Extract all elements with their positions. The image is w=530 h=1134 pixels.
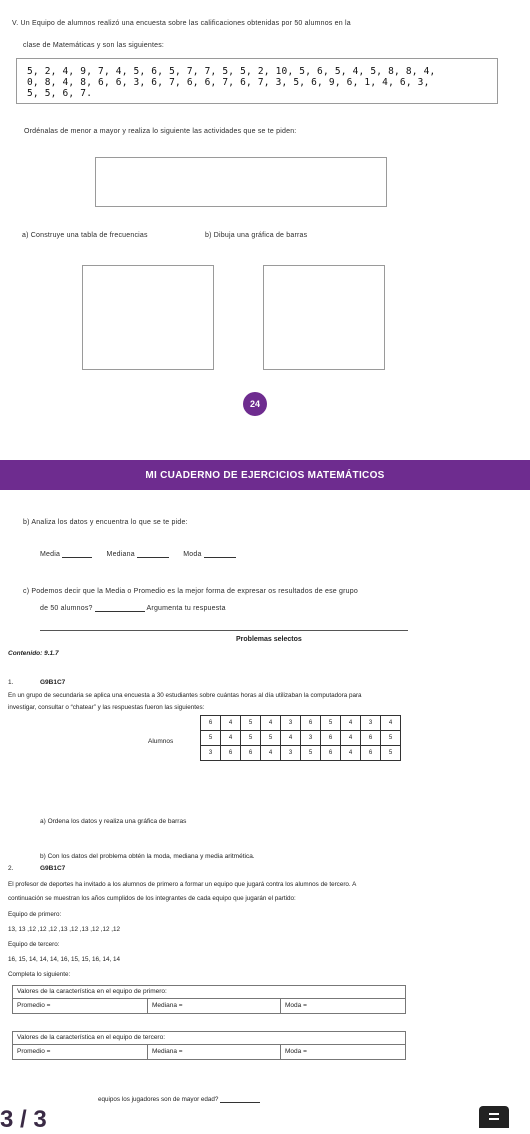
c-argument-text: Argumenta tu respuesta (146, 605, 226, 612)
media-blank[interactable] (62, 557, 92, 558)
question-v-line1: V. Un Equipo de alumnos realizó una encuesta sobre las calificaciones obtenidas por 50 alumnos en la (12, 20, 351, 27)
menu-icon-bar (489, 1118, 499, 1120)
table-cell: 6 (361, 731, 381, 746)
table-cell: 3 (361, 716, 381, 731)
grades-data-box (16, 58, 498, 104)
problem1-code: G9B1C7 (40, 679, 66, 686)
table-cell: 3 (301, 731, 321, 746)
table-cell: 6 (301, 716, 321, 731)
table-cell: 6 (241, 746, 261, 761)
argument-line[interactable] (40, 630, 408, 631)
page-banner (0, 460, 530, 490)
mediana-blank[interactable] (137, 557, 169, 558)
table-cell: 5 (241, 716, 261, 731)
table-cell: 6 (321, 731, 341, 746)
team1-promedio[interactable]: Promedio = (13, 999, 148, 1013)
team3-moda[interactable]: Moda = (285, 1048, 307, 1055)
table-cell: 4 (261, 746, 281, 761)
team3-promedio[interactable]: Promedio = (13, 1045, 148, 1059)
table-cell: 6 (221, 746, 241, 761)
table-cell: 4 (341, 746, 361, 761)
team1-values-box (12, 985, 406, 1014)
hours-table (200, 715, 401, 761)
problem2-code: G9B1C7 (40, 865, 66, 872)
problem2-number: 2. (8, 865, 14, 872)
table-cell: 3 (281, 746, 301, 761)
grades-line2: 0, 8, 4, 8, 6, 6, 3, 6, 7, 6, 6, 7, 6, 7, 3, 5, 6, 9, 6, 1, 4, 6, 3, (27, 77, 430, 88)
ordered-data-answer-box[interactable] (95, 157, 387, 207)
instruction-text: Ordénalas de menor a mayor y realiza lo siguiente las actividades que se te piden: (24, 128, 297, 135)
table-cell: 6 (361, 746, 381, 761)
frequency-table-answer-box[interactable] (82, 265, 214, 370)
table-row (201, 746, 401, 761)
c-question-text: de 50 alumnos? (40, 605, 93, 612)
final-question-text: equipos los jugadores son de mayor edad? (98, 1096, 219, 1103)
table-cell: 5 (201, 731, 221, 746)
menu-button[interactable] (479, 1106, 509, 1128)
team1-values-row (13, 999, 405, 1013)
team3-values-box (12, 1031, 406, 1060)
problems-header: Problemas selectos (236, 636, 302, 643)
team1-ages: 13, 13 ,12 ,12 ,12 ,13 ,12 ,13 ,12 ,12 ,12 (8, 926, 121, 933)
item-a-text: a) Construye una tabla de frecuencias (22, 232, 148, 239)
complete-label: Completa lo siguiente: (8, 971, 71, 978)
table-cell: 5 (381, 731, 401, 746)
table-row (201, 731, 401, 746)
table-cell: 4 (381, 716, 401, 731)
contenido-label: Contenido: 9.1.7 (8, 650, 59, 657)
team3-ages: 16, 15, 14, 14, 14, 16, 15, 15, 16, 14, 14 (8, 956, 121, 963)
media-field (40, 551, 236, 558)
team3-values-row (13, 1045, 405, 1059)
bar-chart-answer-box[interactable] (263, 265, 385, 370)
table-cell: 5 (381, 746, 401, 761)
table-cell: 4 (341, 731, 361, 746)
table-cell: 6 (201, 716, 221, 731)
table-cell: 4 (261, 716, 281, 731)
table-cell: 4 (281, 731, 301, 746)
team3-mediana[interactable]: Mediana = (148, 1045, 281, 1059)
team1-moda[interactable]: Moda = (285, 1002, 307, 1009)
problem1-line1: En un grupo de secundaria se aplica una encuesta a 30 estudiantes sobre cuántas horas al día utilizaban la computadora para (8, 692, 362, 699)
analysis-c-line1: c) Podemos decir que la Media o Promedio es la mejor forma de expresar os resultados de ese grupo (23, 588, 358, 595)
mediana-label: Mediana (106, 551, 135, 558)
team3-values-header: Valores de la característica en el equipo de tercero: (13, 1032, 405, 1045)
grades-line1: 5, 2, 4, 9, 7, 4, 5, 6, 5, 7, 7, 5, 5, 2, 10, 5, 6, 5, 4, 5, 8, 8, 4, (27, 66, 436, 77)
page-number-badge: 24 (243, 392, 267, 416)
table-cell: 5 (241, 731, 261, 746)
problem2-line1: El profesor de deportes ha invitado a los alumnos de primero a formar un equipo que jugará contra los alumnos de tercero. A (8, 881, 357, 888)
item-b-text: b) Dibuja una gráfica de barras (205, 232, 308, 239)
page-logo: 3 / 3 (0, 1106, 47, 1133)
table-cell: 4 (221, 716, 241, 731)
final-question (98, 1096, 260, 1103)
team3-label: Equipo de tercero: (8, 941, 60, 948)
banner-title: MI CUADERNO DE EJERCICIOS MATEMÁTICOS (145, 469, 385, 481)
problem1-number: 1. (8, 679, 14, 686)
table-row (201, 716, 401, 731)
problem1-b: b) Con los datos del problema obtén la moda, mediana y media aritmética. (40, 853, 255, 860)
table-cell: 4 (221, 731, 241, 746)
analysis-b-text: b) Analiza los datos y encuentra lo que se te pide: (23, 519, 188, 526)
table-cell: 5 (321, 716, 341, 731)
grades-line3: 5, 5, 6, 7. (27, 88, 93, 99)
final-answer-blank[interactable] (220, 1102, 260, 1103)
media-label: Media (40, 551, 61, 558)
c-answer-blank[interactable] (95, 611, 145, 612)
menu-icon (489, 1113, 499, 1115)
table-cell: 5 (301, 746, 321, 761)
moda-label: Moda (183, 551, 202, 558)
team1-mediana[interactable]: Mediana = (148, 999, 281, 1013)
problem2-line2: continuación se muestran los años cumplidos de los integrantes de cada equipo que jugarán el partido: (8, 895, 296, 902)
table-cell: 3 (281, 716, 301, 731)
team1-label: Equipo de primero: (8, 911, 62, 918)
table-cell: 6 (321, 746, 341, 761)
analysis-c-line2 (40, 605, 226, 612)
table-cell: 3 (201, 746, 221, 761)
team1-values-header: Valores de la característica en el equipo de primero: (13, 986, 405, 999)
table-cell: 5 (261, 731, 281, 746)
question-v-line2: clase de Matemáticas y son las siguientes: (23, 42, 165, 49)
table-alumnos-label: Alumnos (148, 738, 174, 745)
moda-blank[interactable] (204, 557, 236, 558)
problem1-a: a) Ordena los datos y realiza una gráfica de barras (40, 818, 187, 825)
problem1-line2: investigar, consultar o “chatear” y las respuestas fueron las siguientes: (8, 704, 205, 711)
table-cell: 4 (341, 716, 361, 731)
